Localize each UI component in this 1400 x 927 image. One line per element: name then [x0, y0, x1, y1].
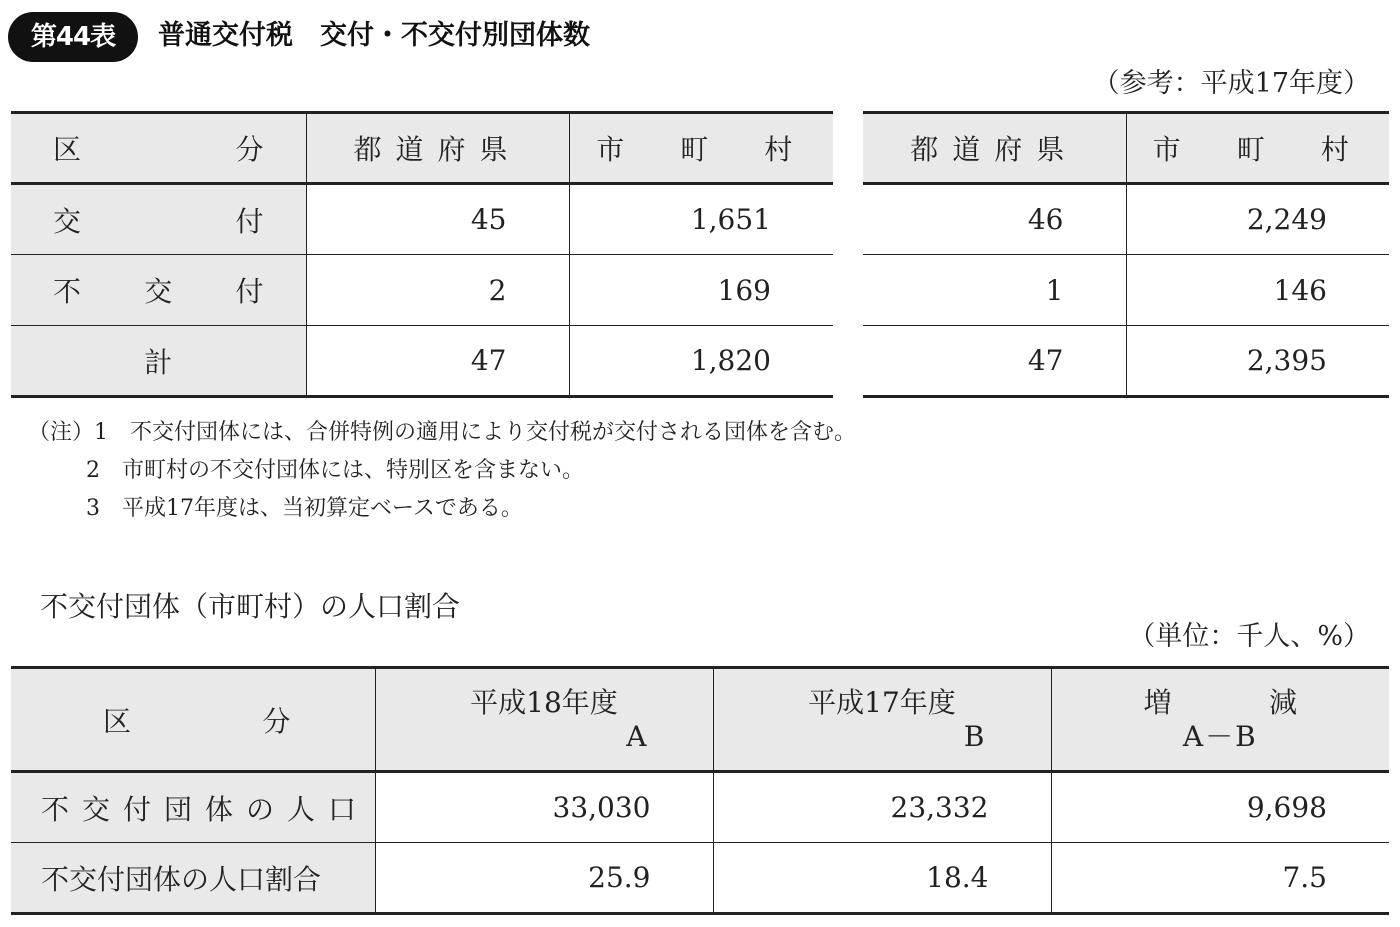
reference-count-table: [863, 111, 1389, 398]
header-category: [11, 113, 306, 184]
header-fy2006-label: 平成18年度: [470, 685, 618, 719]
header-fy2005-symbol: B: [963, 719, 985, 753]
row-label-total: 計: [11, 326, 306, 397]
row-label-text: 付: [235, 275, 264, 308]
table-row: [11, 772, 1389, 843]
row-label-text: 交: [53, 204, 82, 238]
grants-count-table: [11, 111, 833, 398]
table-row: [11, 184, 833, 255]
footnote-1: （注）1 不交付団体には、合併特例の適用により交付税が交付される団体を含む。: [28, 420, 856, 445]
cell-fy2006: 25.9: [375, 843, 713, 914]
table-row: [863, 326, 1389, 397]
cell-municipalities: 146: [1126, 255, 1389, 326]
header-fy2006: [375, 668, 713, 772]
header-category: [11, 668, 375, 772]
header-change: [1051, 668, 1389, 772]
section-subtitle: 不交付団体（市町村）の人口割合: [40, 590, 461, 623]
unit-note: （単位：千人、%）: [1128, 621, 1370, 652]
header-category-right: 分: [235, 133, 264, 166]
cell-prefectures: 47: [306, 326, 569, 397]
table-row: [863, 184, 1389, 255]
header-fy2005-label: 平成17年度: [808, 685, 956, 719]
cell-municipalities: 2,395: [1126, 326, 1389, 397]
cell-prefectures: 46: [863, 184, 1126, 255]
table-number-badge: 第44表: [8, 12, 138, 62]
table-row: [11, 255, 833, 326]
cell-municipalities: 1,820: [569, 326, 833, 397]
cell-change: 7.5: [1051, 843, 1389, 914]
population-share-table: [11, 666, 1389, 915]
row-label-text: 付: [235, 204, 264, 238]
cell-change: 9,698: [1051, 772, 1389, 843]
page-title: 普通交付税 交付・不交付別団体数: [158, 20, 590, 51]
cell-prefectures: 45: [306, 184, 569, 255]
header-fy2006-symbol: A: [626, 719, 647, 753]
cell-municipalities: 169: [569, 255, 833, 326]
cell-municipalities: 1,651: [569, 184, 833, 255]
cell-prefectures: 47: [863, 326, 1126, 397]
footnote-2: 2 市町村の不交付団体には、特別区を含まない。: [86, 458, 584, 483]
row-label-population: 不交付団体の人口: [11, 772, 375, 843]
header-municipalities: 市 町 村: [1126, 113, 1389, 184]
header-prefectures: 都道府県: [306, 113, 569, 184]
row-label-text: 交: [144, 275, 173, 308]
row-label-population-share: 不交付団体の人口割合: [11, 843, 375, 914]
cell-prefectures: 2: [306, 255, 569, 326]
header-change-formula: A－B: [1182, 719, 1258, 753]
footnote-3: 3 平成17年度は、当初算定ベースである。: [86, 496, 523, 521]
header-municipalities: 市 町 村: [569, 113, 833, 184]
header-category-left: 区: [53, 133, 82, 166]
table-row: [11, 843, 1389, 914]
cell-municipalities: 2,249: [1126, 184, 1389, 255]
cell-fy2005: 18.4: [713, 843, 1051, 914]
footnotes: [28, 414, 856, 528]
reference-year-note: （参考：平成17年度）: [1092, 68, 1370, 99]
header-category-right: 分: [262, 704, 291, 738]
table-row: [863, 255, 1389, 326]
header-category-left: 区: [103, 704, 132, 738]
header-change-right: 減: [1268, 685, 1297, 719]
row-label-granted: [11, 184, 306, 255]
row-label-text: 不: [53, 275, 82, 308]
header-change-left: 増: [1143, 685, 1172, 719]
cell-prefectures: 1: [863, 255, 1126, 326]
table-row: [11, 326, 833, 397]
cell-fy2005: 23,332: [713, 772, 1051, 843]
header-fy2005: [713, 668, 1051, 772]
row-label-not-granted: [11, 255, 306, 326]
cell-fy2006: 33,030: [375, 772, 713, 843]
header-prefectures: 都道府県: [863, 113, 1126, 184]
